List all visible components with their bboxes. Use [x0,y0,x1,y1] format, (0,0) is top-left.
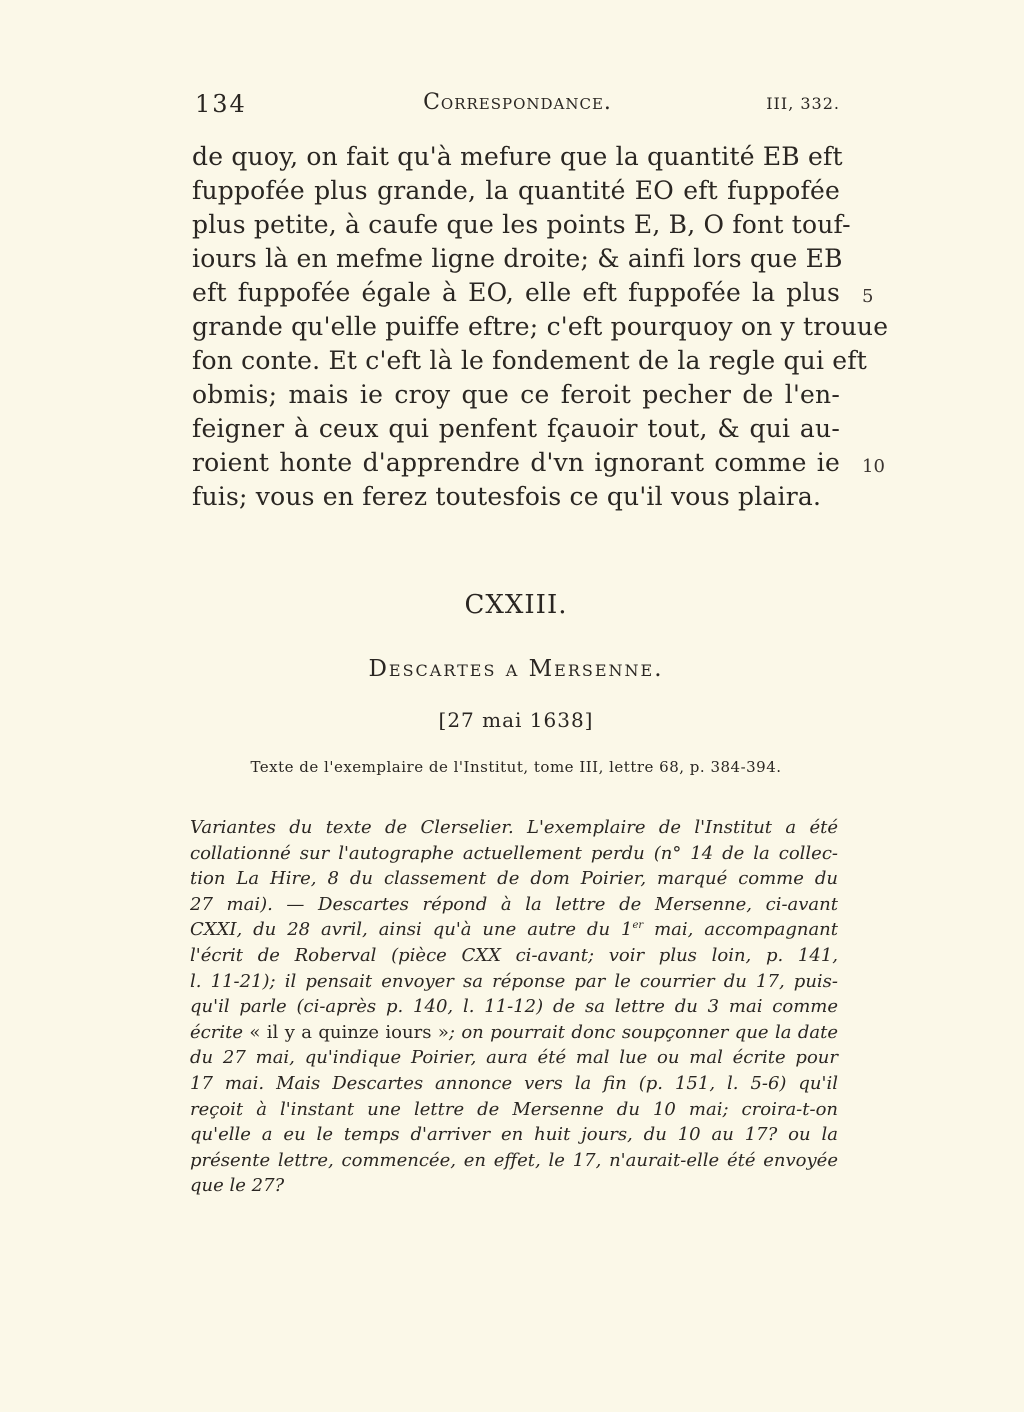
variants-line [190,917,838,943]
variants-line: du 27 mai, qu'indique Poirier, aura été mal lue ou mal écrite pour [190,1047,838,1069]
volume-reference: III, 332. [766,94,840,113]
variants-line [190,1020,838,1046]
text-line: iours là en mefme ligne droite; & ainfi lors que EB [192,244,843,273]
text-line: fuppofée plus grande, la quantité EO eft fuppofée [192,176,840,205]
running-title: Correspondance. [423,90,612,115]
variants-line: tion La Hire, 8 du classement de dom Poirier, marqué comme du [190,868,838,890]
variants-fragment: écrite [190,1021,250,1043]
variants-line: qu'il parle (ci-après p. 140, l. 11-12) de sa lettre du 3 mai comme [190,996,838,1018]
variants-line: qu'elle a eu le temps d'arriver en huit jours, du 10 au 17? ou la [190,1124,838,1146]
variants-line: l. 11-21); il pensait envoyer sa réponse par le courrier du 17, puis- [190,970,838,992]
running-head [195,90,840,124]
variants-line: 27 mai). — Descartes répond à la lettre de Mersenne, ci-avant [190,893,838,915]
text-line: obmis; mais ie croy que ce feroit pecher de l'en- [192,380,840,409]
variants-line: présente lettre, commencée, en effet, le 17, n'aurait-elle été envoyée [190,1149,838,1171]
letter-number: CXXIII. [464,590,568,620]
variants-line: reçoit à l'instant une lettre de Mersenne du 10 mai; croira-t-on [190,1098,838,1120]
variants-line: l'écrit de Roberval (pièce CXX ci-avant; voir plus loin, p. 141, [190,944,838,966]
letter-date: [27 mai 1638] [438,708,594,732]
text-line: plus petite, à caufe que les points E, B, O font touf- [192,210,851,239]
variants-line: 17 mai. Mais Descartes annonce vers la fin (p. 151, l. 5-6) qu'il [190,1072,838,1094]
variants-fragment: ; on pourrait donc soupçonner que la date [448,1021,839,1043]
text-line: feigner à ceux qui penfent fçauoir tout, & qui au- [192,414,840,443]
source-note: Texte de l'exemplaire de l'Institut, tome III, lettre 68, p. 384-394. [250,758,782,776]
text-line: eft fuppofée égale à EO, elle eft fuppofée la plus [192,278,840,307]
variants-line: collationné sur l'autographe actuellement perdu (n° 14 de la collec- [190,842,838,864]
page-number: 134 [195,90,247,118]
variants-note [190,815,838,1199]
body-text [192,140,889,514]
text-line: grande qu'elle puiffe eftre; c'eft pourquoy on y trouue [192,312,889,341]
superscript: er [632,920,644,932]
variants-fragment: CXXI, du 28 avril, ainsi qu'à une autre du 1 [190,919,633,941]
variants-line: que le 27? [190,1175,285,1197]
variants-fragment: mai, accompagnant [643,919,838,941]
text-line: de quoy, on fait qu'à mefure que la quantité EB eft [192,142,843,171]
margin-line-number: 5 [862,286,874,307]
letter-heading: Descartes a Mersenne. [368,656,664,682]
quoted-text: « il y a quinze iours » [249,1021,449,1043]
text-line: fon conte. Et c'eft là le fondement de la regle qui eft [192,346,868,375]
text-line: roient honte d'apprendre d'vn ignorant comme ie [192,448,840,477]
margin-line-number: 10 [862,456,885,477]
text-line: fuis; vous en ferez toutesfois ce qu'il vous plaira. [192,482,822,511]
variants-line: Variantes du texte de Clerselier. L'exemplaire de l'Institut a été [190,817,838,838]
